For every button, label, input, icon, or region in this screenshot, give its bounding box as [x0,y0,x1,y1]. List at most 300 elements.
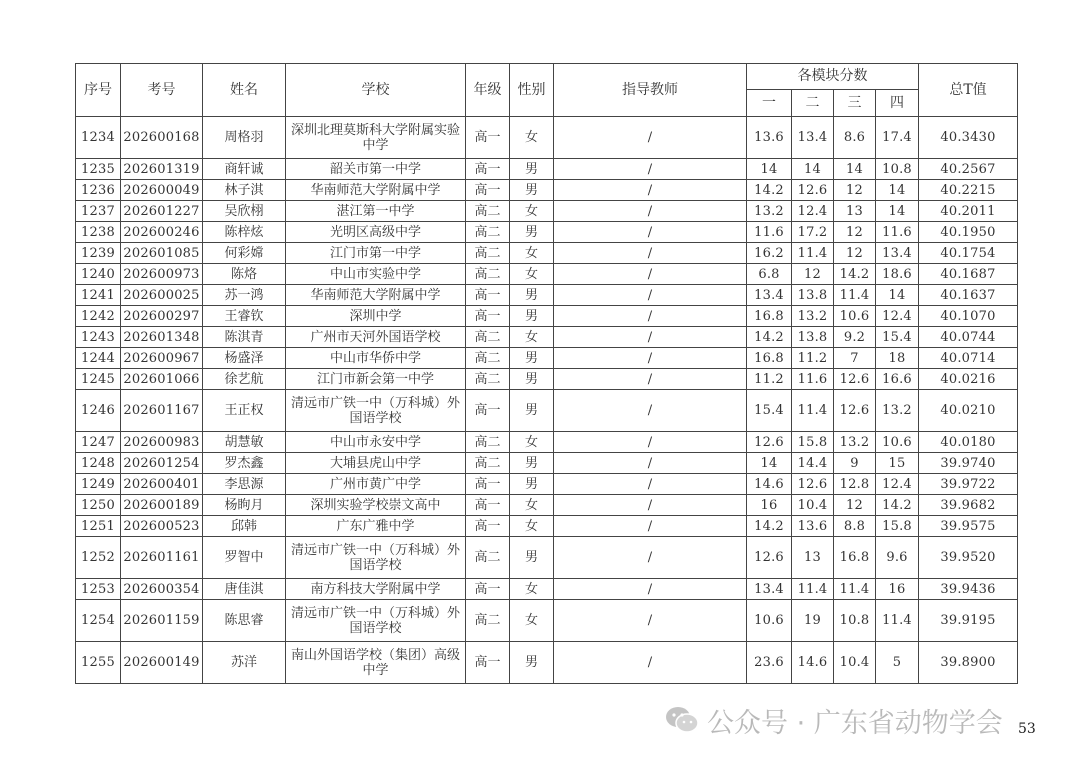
cell-school: 深圳中学 [286,306,466,327]
cell-exam-no: 202600401 [121,474,203,495]
cell-total: 40.2215 [919,180,1018,201]
cell-module-4: 11.4 [876,600,919,642]
cell-gender: 女 [510,264,554,285]
table-row [76,243,1018,264]
table-row [76,474,1018,495]
header-gender: 性别 [510,64,554,117]
cell-grade: 高一 [466,579,510,600]
cell-grade: 高一 [466,159,510,180]
cell-seq: 1238 [76,222,121,243]
cell-name: 王睿钦 [203,306,286,327]
cell-gender: 男 [510,474,554,495]
cell-module-4: 18.6 [876,264,919,285]
cell-module-1: 10.6 [747,600,792,642]
cell-module-3: 14 [834,159,876,180]
cell-module-4: 16.6 [876,369,919,390]
cell-module-4: 13.2 [876,390,919,432]
cell-seq: 1235 [76,159,121,180]
cell-gender: 男 [510,642,554,684]
cell-module-3: 12 [834,180,876,201]
cell-grade: 高一 [466,117,510,159]
table-row [76,201,1018,222]
cell-total: 39.9436 [919,579,1018,600]
cell-school: 清远市广铁一中（万科城）外国语学校 [286,600,466,642]
cell-teacher: / [554,159,747,180]
cell-module-1: 12.6 [747,537,792,579]
cell-school: 华南师范大学附属中学 [286,285,466,306]
cell-seq: 1236 [76,180,121,201]
cell-exam-no: 202600973 [121,264,203,285]
cell-module-1: 11.2 [747,369,792,390]
cell-module-4: 12.4 [876,306,919,327]
cell-module-4: 14 [876,285,919,306]
cell-exam-no: 202600149 [121,642,203,684]
cell-module-3: 12 [834,495,876,516]
cell-gender: 女 [510,243,554,264]
cell-grade: 高二 [466,348,510,369]
cell-module-4: 16 [876,579,919,600]
cell-name: 邱韩 [203,516,286,537]
cell-total: 40.1637 [919,285,1018,306]
cell-teacher: / [554,516,747,537]
cell-name: 杨盛泽 [203,348,286,369]
cell-grade: 高一 [466,495,510,516]
cell-teacher: / [554,243,747,264]
cell-module-1: 15.4 [747,390,792,432]
cell-teacher: / [554,537,747,579]
cell-module-3: 12.6 [834,369,876,390]
cell-name: 陈淇青 [203,327,286,348]
cell-teacher: / [554,432,747,453]
cell-total: 39.9722 [919,474,1018,495]
cell-total: 40.1950 [919,222,1018,243]
cell-school: 广州市天河外国语学校 [286,327,466,348]
cell-grade: 高二 [466,222,510,243]
cell-module-1: 16.2 [747,243,792,264]
cell-module-1: 16.8 [747,348,792,369]
cell-seq: 1249 [76,474,121,495]
cell-module-2: 13.2 [792,306,834,327]
cell-module-2: 13 [792,537,834,579]
cell-name: 陈烙 [203,264,286,285]
cell-exam-no: 202600189 [121,495,203,516]
cell-module-4: 12.4 [876,474,919,495]
cell-name: 杨眗月 [203,495,286,516]
table-row [76,537,1018,579]
cell-teacher: / [554,474,747,495]
cell-name: 吴欣栩 [203,201,286,222]
cell-school: 清远市广铁一中（万科城）外国语学校 [286,390,466,432]
cell-school: 江门市新会第一中学 [286,369,466,390]
cell-module-1: 23.6 [747,642,792,684]
cell-module-1: 14.2 [747,180,792,201]
cell-gender: 男 [510,285,554,306]
cell-gender: 女 [510,495,554,516]
cell-module-1: 16 [747,495,792,516]
header-total: 总T值 [919,64,1018,117]
cell-total: 40.0180 [919,432,1018,453]
cell-seq: 1241 [76,285,121,306]
cell-name: 陈思睿 [203,600,286,642]
cell-grade: 高二 [466,201,510,222]
table-row [76,306,1018,327]
cell-seq: 1234 [76,117,121,159]
cell-total: 40.0714 [919,348,1018,369]
cell-total: 39.9740 [919,453,1018,474]
cell-name: 何彩嫦 [203,243,286,264]
cell-module-4: 11.6 [876,222,919,243]
table-row [76,180,1018,201]
cell-module-1: 13.4 [747,579,792,600]
cell-seq: 1254 [76,600,121,642]
cell-teacher: / [554,369,747,390]
cell-school: 韶关市第一中学 [286,159,466,180]
cell-module-4: 10.6 [876,432,919,453]
cell-total: 39.9195 [919,600,1018,642]
table-row [76,516,1018,537]
cell-exam-no: 202601085 [121,243,203,264]
cell-module-2: 19 [792,600,834,642]
cell-school: 中山市永安中学 [286,432,466,453]
cell-module-3: 8.8 [834,516,876,537]
cell-module-2: 11.4 [792,579,834,600]
cell-grade: 高一 [466,516,510,537]
cell-module-1: 6.8 [747,264,792,285]
cell-exam-no: 202601227 [121,201,203,222]
header-name: 姓名 [203,64,286,117]
cell-module-3: 12.6 [834,390,876,432]
cell-total: 40.0210 [919,390,1018,432]
cell-school: 深圳实验学校崇文高中 [286,495,466,516]
cell-gender: 女 [510,516,554,537]
cell-seq: 1247 [76,432,121,453]
cell-gender: 男 [510,453,554,474]
cell-school: 南山外国语学校（集团）高级中学 [286,642,466,684]
header-module-2: 二 [792,90,834,117]
cell-gender: 男 [510,180,554,201]
cell-exam-no: 202600168 [121,117,203,159]
cell-school: 深圳北理莫斯科大学附属实验中学 [286,117,466,159]
cell-total: 40.2011 [919,201,1018,222]
cell-total: 39.9682 [919,495,1018,516]
cell-grade: 高一 [466,390,510,432]
header-module-1: 一 [747,90,792,117]
cell-total: 39.9575 [919,516,1018,537]
cell-total: 40.1070 [919,306,1018,327]
cell-grade: 高二 [466,327,510,348]
cell-module-4: 15.4 [876,327,919,348]
table-row [76,159,1018,180]
cell-gender: 男 [510,306,554,327]
cell-module-2: 13.8 [792,285,834,306]
cell-gender: 男 [510,348,554,369]
cell-seq: 1240 [76,264,121,285]
cell-teacher: / [554,180,747,201]
table-body [76,117,1018,684]
cell-module-3: 10.6 [834,306,876,327]
cell-exam-no: 202601254 [121,453,203,474]
header-row [76,64,1018,90]
cell-name: 商轩诚 [203,159,286,180]
cell-teacher: / [554,306,747,327]
cell-module-3: 14.2 [834,264,876,285]
cell-exam-no: 202601161 [121,537,203,579]
cell-module-3: 9 [834,453,876,474]
cell-teacher: / [554,453,747,474]
cell-seq: 1237 [76,201,121,222]
cell-total: 39.8900 [919,642,1018,684]
cell-name: 王正权 [203,390,286,432]
cell-seq: 1252 [76,537,121,579]
header-module-4: 四 [876,90,919,117]
cell-seq: 1242 [76,306,121,327]
cell-teacher: / [554,327,747,348]
cell-grade: 高二 [466,432,510,453]
cell-seq: 1250 [76,495,121,516]
header-module-scores: 各模块分数 [747,64,919,90]
cell-module-3: 7 [834,348,876,369]
cell-exam-no: 202600297 [121,306,203,327]
cell-gender: 女 [510,327,554,348]
cell-name: 李思源 [203,474,286,495]
cell-module-4: 15.8 [876,516,919,537]
cell-module-3: 10.8 [834,600,876,642]
cell-module-3: 12.8 [834,474,876,495]
cell-module-2: 15.8 [792,432,834,453]
cell-module-3: 13 [834,201,876,222]
cell-module-4: 10.8 [876,159,919,180]
cell-school: 广州市黄广中学 [286,474,466,495]
cell-module-2: 12.6 [792,180,834,201]
cell-total: 40.3430 [919,117,1018,159]
cell-gender: 男 [510,369,554,390]
header-teacher: 指导教师 [554,64,747,117]
cell-grade: 高一 [466,180,510,201]
table-row [76,327,1018,348]
cell-module-4: 5 [876,642,919,684]
cell-teacher: / [554,642,747,684]
table-row [76,432,1018,453]
cell-module-3: 16.8 [834,537,876,579]
table-row [76,222,1018,243]
header-module-3: 三 [834,90,876,117]
cell-module-4: 15 [876,453,919,474]
cell-school: 南方科技大学附属中学 [286,579,466,600]
cell-school: 清远市广铁一中（万科城）外国语学校 [286,537,466,579]
cell-gender: 男 [510,390,554,432]
cell-module-1: 12.6 [747,432,792,453]
cell-exam-no: 202600049 [121,180,203,201]
cell-exam-no: 202600523 [121,516,203,537]
cell-exam-no: 202600246 [121,222,203,243]
cell-teacher: / [554,495,747,516]
cell-name: 罗杰鑫 [203,453,286,474]
cell-seq: 1255 [76,642,121,684]
cell-module-1: 14 [747,453,792,474]
cell-grade: 高一 [466,306,510,327]
cell-seq: 1243 [76,327,121,348]
cell-name: 唐佳淇 [203,579,286,600]
cell-module-3: 12 [834,243,876,264]
table-row [76,579,1018,600]
cell-exam-no: 202600967 [121,348,203,369]
cell-teacher: / [554,600,747,642]
cell-exam-no: 202600025 [121,285,203,306]
cell-module-3: 8.6 [834,117,876,159]
cell-total: 40.1687 [919,264,1018,285]
cell-school: 光明区高级中学 [286,222,466,243]
cell-total: 40.0216 [919,369,1018,390]
cell-grade: 高二 [466,600,510,642]
cell-teacher: / [554,285,747,306]
cell-exam-no: 202601167 [121,390,203,432]
cell-module-2: 10.4 [792,495,834,516]
cell-gender: 男 [510,159,554,180]
cell-module-1: 16.8 [747,306,792,327]
cell-grade: 高二 [466,243,510,264]
header-seq: 序号 [76,64,121,117]
header-exam-no: 考号 [121,64,203,117]
cell-module-4: 9.6 [876,537,919,579]
table-row [76,264,1018,285]
cell-name: 林子淇 [203,180,286,201]
cell-grade: 高二 [466,264,510,285]
cell-teacher: / [554,222,747,243]
cell-module-4: 14 [876,201,919,222]
header-school: 学校 [286,64,466,117]
watermark-text: 公众号 · 广东省动物学会 [707,707,1003,739]
cell-module-2: 14 [792,159,834,180]
cell-module-3: 13.2 [834,432,876,453]
cell-exam-no: 202601348 [121,327,203,348]
cell-gender: 男 [510,222,554,243]
table-row [76,369,1018,390]
cell-module-2: 12.4 [792,201,834,222]
cell-exam-no: 202600354 [121,579,203,600]
cell-module-3: 9.2 [834,327,876,348]
cell-module-3: 12 [834,222,876,243]
cell-module-2: 11.6 [792,369,834,390]
cell-teacher: / [554,348,747,369]
cell-name: 罗智中 [203,537,286,579]
cell-school: 江门市第一中学 [286,243,466,264]
cell-module-3: 11.4 [834,579,876,600]
cell-gender: 女 [510,600,554,642]
cell-name: 胡慧敏 [203,432,286,453]
table-row [76,348,1018,369]
cell-total: 40.0744 [919,327,1018,348]
cell-module-2: 11.2 [792,348,834,369]
cell-total: 40.1754 [919,243,1018,264]
cell-module-1: 14.2 [747,516,792,537]
cell-grade: 高二 [466,537,510,579]
cell-name: 徐艺航 [203,369,286,390]
cell-grade: 高二 [466,453,510,474]
cell-grade: 高一 [466,474,510,495]
cell-total: 39.9520 [919,537,1018,579]
cell-teacher: / [554,117,747,159]
cell-school: 中山市实验中学 [286,264,466,285]
score-table [75,63,1018,684]
table-row [76,117,1018,159]
cell-name: 苏一鸿 [203,285,286,306]
cell-grade: 高二 [466,369,510,390]
cell-module-1: 13.4 [747,285,792,306]
cell-gender: 女 [510,579,554,600]
cell-module-1: 14.2 [747,327,792,348]
cell-seq: 1244 [76,348,121,369]
cell-module-2: 12.6 [792,474,834,495]
cell-exam-no: 202601319 [121,159,203,180]
cell-module-4: 13.4 [876,243,919,264]
cell-name: 苏洋 [203,642,286,684]
cell-module-1: 14.6 [747,474,792,495]
cell-seq: 1239 [76,243,121,264]
cell-module-2: 13.6 [792,516,834,537]
cell-module-3: 11.4 [834,285,876,306]
header-grade: 年级 [466,64,510,117]
cell-name: 陈梓炫 [203,222,286,243]
cell-gender: 女 [510,201,554,222]
cell-module-1: 11.6 [747,222,792,243]
table-row [76,600,1018,642]
cell-exam-no: 202601066 [121,369,203,390]
cell-module-3: 10.4 [834,642,876,684]
table-row [76,642,1018,684]
cell-total: 40.2567 [919,159,1018,180]
wechat-icon [665,706,699,734]
cell-grade: 高一 [466,642,510,684]
cell-grade: 高一 [466,285,510,306]
cell-teacher: / [554,579,747,600]
cell-module-4: 14.2 [876,495,919,516]
cell-seq: 1253 [76,579,121,600]
cell-exam-no: 202601159 [121,600,203,642]
cell-seq: 1246 [76,390,121,432]
cell-gender: 女 [510,117,554,159]
cell-teacher: / [554,264,747,285]
cell-module-4: 14 [876,180,919,201]
cell-school: 中山市华侨中学 [286,348,466,369]
cell-module-4: 17.4 [876,117,919,159]
table-row [76,285,1018,306]
cell-gender: 女 [510,432,554,453]
cell-module-1: 13.2 [747,201,792,222]
cell-teacher: / [554,201,747,222]
cell-seq: 1248 [76,453,121,474]
cell-school: 华南师范大学附属中学 [286,180,466,201]
cell-school: 湛江第一中学 [286,201,466,222]
cell-module-2: 13.4 [792,117,834,159]
cell-module-2: 17.2 [792,222,834,243]
page-number: 53 [1018,721,1036,737]
cell-school: 广东广雅中学 [286,516,466,537]
table-row [76,453,1018,474]
cell-module-2: 11.4 [792,390,834,432]
watermark [665,703,1003,737]
cell-module-2: 14.6 [792,642,834,684]
cell-module-2: 13.8 [792,327,834,348]
cell-name: 周格羽 [203,117,286,159]
cell-seq: 1245 [76,369,121,390]
cell-teacher: / [554,390,747,432]
cell-module-1: 13.6 [747,117,792,159]
cell-module-1: 14 [747,159,792,180]
cell-module-2: 12 [792,264,834,285]
cell-exam-no: 202600983 [121,432,203,453]
cell-school: 大埔县虎山中学 [286,453,466,474]
cell-seq: 1251 [76,516,121,537]
